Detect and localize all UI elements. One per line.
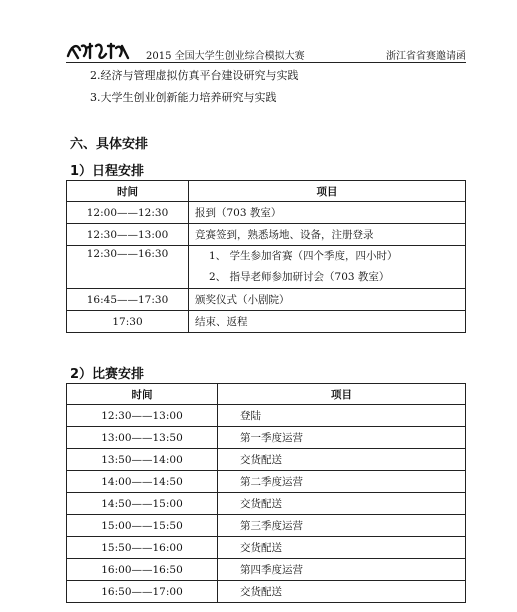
header-divider [66,62,466,63]
brand-logo [66,40,138,62]
table-row [67,537,466,559]
item-cell: 第三季度运营 [218,515,466,537]
item-cell: 第四季度运营 [218,559,466,581]
table-row [67,246,466,289]
table-row [67,493,466,515]
item-cell [189,246,466,289]
time-cell: 17:30 [67,311,189,333]
item-cell: 竞赛签到，熟悉场地、设备，注册登录 [189,224,466,246]
item-cell: 颁奖仪式（小剧院） [189,289,466,311]
time-cell: 15:50——16:00 [67,537,218,559]
item-cell: 报到（703 教室） [189,202,466,224]
table-row [67,202,466,224]
column-header-item: 项目 [189,181,466,202]
time-cell: 16:45——17:30 [67,289,189,311]
item-line: 2、 指导老师参加研讨会（703 教室） [209,271,390,283]
time-cell: 16:50——17:00 [67,581,218,603]
time-cell: 13:50——14:00 [67,449,218,471]
table-row [67,581,466,603]
page-header [66,40,466,62]
table-header-row [67,181,466,202]
table-row [67,289,466,311]
time-cell: 14:00——14:50 [67,471,218,493]
column-header-item: 项目 [218,384,466,405]
header-title: 2015 全国大学生创业综合模拟大赛 [146,51,305,62]
time-cell: 12:30——13:00 [67,224,189,246]
time-cell: 12:30——13:00 [67,405,218,427]
item-cell: 第一季度运营 [218,427,466,449]
item-cell: 交货配送 [218,581,466,603]
table-header-row [67,384,466,405]
column-header-time: 时间 [67,181,189,202]
schedule-table [66,180,466,333]
time-cell: 14:50——15:00 [67,493,218,515]
competition-table [66,383,466,603]
list-item: 2.经济与管理虚拟仿真平台建设研究与实践 [90,69,299,82]
item-cell: 第二季度运营 [218,471,466,493]
list-item: 3.大学生创业创新能力培养研究与实践 [90,91,277,104]
section-title: 六、具体安排 [70,137,149,152]
table-row [67,559,466,581]
table-row [67,224,466,246]
time-cell: 15:00——15:50 [67,515,218,537]
competition-title: 2）比赛安排 [70,367,145,382]
item-cell: 登陆 [218,405,466,427]
time-cell: 13:00——13:50 [67,427,218,449]
table-row [67,515,466,537]
item-cell: 交货配送 [218,537,466,559]
header-right-text: 浙江省省赛邀请函 [386,51,466,62]
time-cell: 12:30——16:30 [67,246,189,289]
table-row [67,427,466,449]
table-row [67,471,466,493]
time-cell: 16:00——16:50 [67,559,218,581]
table-row [67,405,466,427]
schedule-title: 1）日程安排 [70,164,145,179]
item-cell: 交货配送 [218,493,466,515]
item-line: 1、 学生参加省赛（四个季度，四小时） [209,250,398,262]
table-row [67,311,466,333]
item-cell: 结束、返程 [189,311,466,333]
item-cell: 交货配送 [218,449,466,471]
column-header-time: 时间 [67,384,218,405]
time-cell: 12:00——12:30 [67,202,189,224]
table-row [67,449,466,471]
